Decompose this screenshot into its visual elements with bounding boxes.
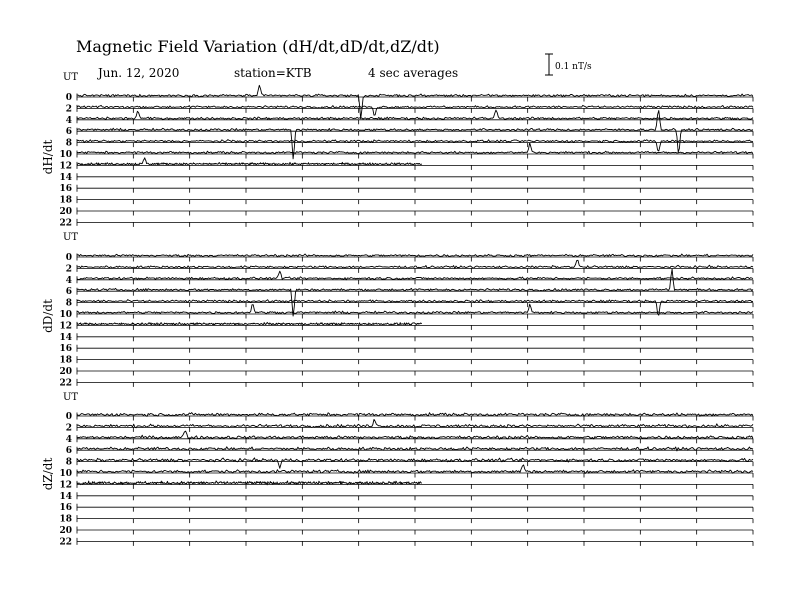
hour-tick-label: 0 (65, 93, 72, 103)
trace-line (77, 419, 753, 427)
hour-tick-label: 22 (59, 537, 72, 548)
scale-bar (545, 54, 592, 75)
chart-header (76, 37, 458, 80)
averaging-label: 4 sec averages (368, 66, 459, 80)
hour-tick-label: 6 (65, 287, 72, 298)
trace-line (77, 85, 753, 118)
hour-tick-label: 12 (59, 321, 72, 332)
hour-tick-label: 2 (65, 423, 72, 434)
trace-line (77, 431, 753, 439)
hour-tick-label: 10 (59, 150, 72, 160)
hour-tick-label: 4 (65, 115, 72, 126)
ut-axis-label: UT (63, 72, 79, 83)
panel-dZ-dt (41, 392, 753, 547)
scale-bar-label: 0.1 nT/s (555, 62, 592, 72)
hour-tick-label: 10 (59, 310, 72, 320)
hour-tick-label: 18 (59, 195, 72, 206)
ut-axis-label: UT (63, 232, 79, 243)
hour-tick-label: 0 (65, 253, 72, 263)
trace-line (77, 322, 422, 325)
hour-tick-label: 16 (59, 344, 72, 355)
chart-title: Magnetic Field Variation (dH/dt,dD/dt,dZ/dt) (76, 37, 440, 56)
hour-tick-label: 6 (65, 127, 72, 138)
panel-dD-dt (41, 232, 753, 388)
hour-tick-label: 10 (59, 469, 72, 479)
hour-tick-label: 22 (59, 378, 72, 389)
hour-tick-label: 4 (65, 275, 72, 286)
trace-line (77, 465, 753, 474)
hour-tick-label: 16 (59, 503, 72, 514)
hour-tick-label: 12 (59, 161, 72, 172)
hour-tick-label: 16 (59, 184, 72, 195)
hour-tick-label: 4 (65, 434, 72, 445)
panels-group (41, 72, 753, 547)
hour-tick-label: 8 (65, 298, 72, 309)
hour-tick-label: 8 (65, 138, 72, 149)
trace-line (77, 158, 422, 166)
panel-label: dD/dt (41, 299, 55, 333)
trace-line (77, 254, 753, 257)
panel-label: dH/dt (41, 139, 55, 175)
hour-tick-label: 2 (65, 104, 72, 115)
panel-label: dZ/dt (41, 457, 55, 491)
hour-tick-label: 12 (59, 480, 72, 491)
hour-tick-label: 20 (59, 526, 72, 536)
hour-tick-label: 0 (65, 412, 72, 422)
hour-tick-label: 20 (59, 367, 72, 377)
date-label: Jun. 12, 2020 (98, 66, 180, 80)
hour-tick-label: 18 (59, 355, 72, 366)
hour-tick-label: 22 (59, 218, 72, 229)
hour-tick-label: 18 (59, 514, 72, 525)
hour-tick-label: 14 (59, 491, 72, 502)
hour-tick-label: 6 (65, 446, 72, 457)
ut-axis-label: UT (63, 392, 79, 403)
hour-tick-label: 14 (59, 172, 72, 183)
station-label: station=KTB (234, 66, 312, 80)
panel-dH-dt (41, 72, 753, 228)
trace-line (77, 260, 753, 268)
hour-tick-label: 14 (59, 332, 72, 343)
hour-tick-label: 8 (65, 457, 72, 468)
hour-tick-label: 2 (65, 264, 72, 275)
hour-tick-label: 20 (59, 207, 72, 217)
